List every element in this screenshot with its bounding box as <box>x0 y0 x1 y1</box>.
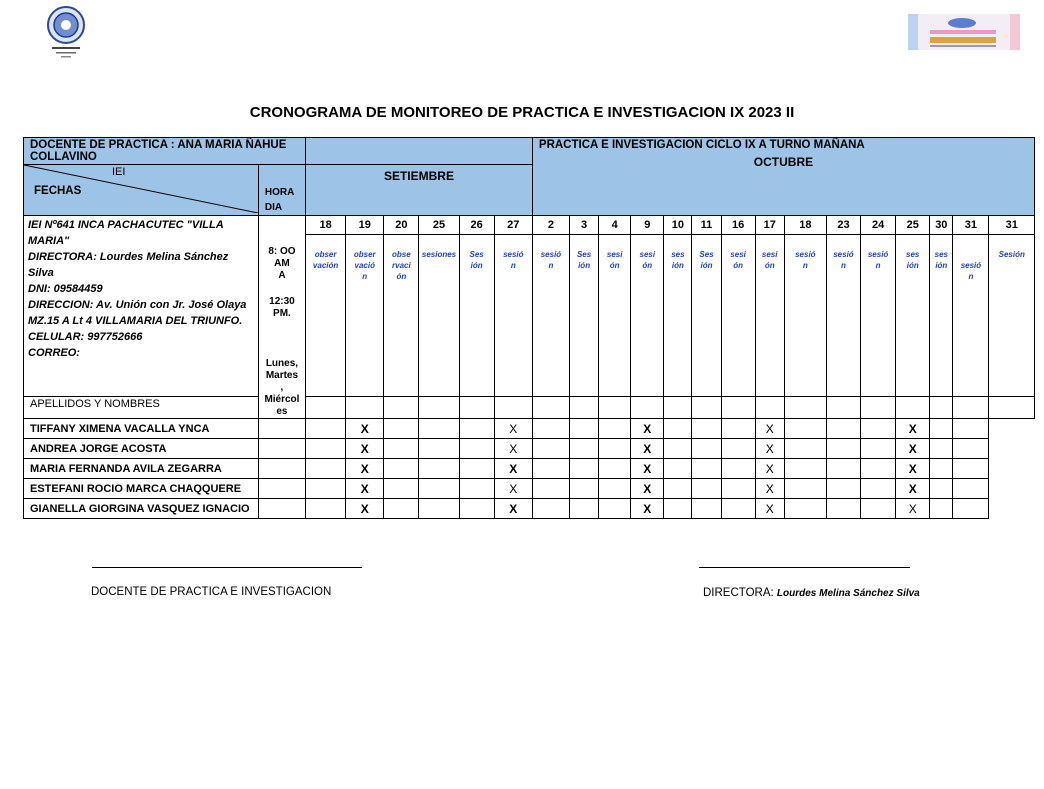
horario-a: A <box>278 270 286 281</box>
iei-celular: CELULAR: 997752666 <box>28 331 143 343</box>
empty-cell <box>459 499 494 519</box>
days-row <box>24 216 1035 235</box>
empty-cell <box>721 459 755 479</box>
empty-cell <box>930 439 953 459</box>
attendance-mark: X <box>346 479 384 499</box>
session-cell <box>721 235 755 397</box>
session-text: sesió <box>540 250 562 260</box>
session-cell <box>784 235 826 397</box>
session-text: ón <box>396 272 407 282</box>
student-row <box>24 459 1035 479</box>
session-text: vación <box>312 261 339 271</box>
signature-right-name: Lourdes Melina Sánchez Silva <box>776 588 920 599</box>
empty-cell <box>692 397 721 419</box>
empty-cell <box>599 479 631 499</box>
empty-cell <box>861 479 896 499</box>
session-cell <box>953 235 989 397</box>
session-text: ses <box>934 250 948 260</box>
day-cell: 18 <box>306 216 346 235</box>
empty-cell <box>419 439 459 459</box>
session-text: sesiones <box>421 250 457 260</box>
student-name: GIANELLA GIORGINA VASQUEZ IGNACIO <box>24 499 259 519</box>
iei-name: IEI Nº641 INCA PACHACUTEC "VILLA MARIA" <box>28 219 224 247</box>
dia-martes: Martes <box>265 370 299 381</box>
empty-cell <box>861 397 896 419</box>
session-cell <box>692 235 721 397</box>
session-text: obser <box>314 250 337 260</box>
session-text: sesi <box>730 250 746 260</box>
empty-cell <box>664 439 692 459</box>
attendance-mark: X <box>896 439 930 459</box>
signature-right-label <box>703 587 920 599</box>
day-cell: 24 <box>861 216 896 235</box>
empty-cell <box>384 499 419 519</box>
session-cell <box>861 235 896 397</box>
apellidos-label: APELLIDOS Y NOMBRES <box>24 397 259 419</box>
attendance-mark: X <box>755 459 784 479</box>
signature-line-left <box>92 567 362 568</box>
empty-cell <box>306 439 346 459</box>
session-text: n <box>510 261 516 271</box>
session-cell <box>989 235 1035 397</box>
empty-cell <box>692 479 721 499</box>
page-title: CRONOGRAMA DE MONITOREO DE PRACTICA E INVESTIGACION IX 2023 II <box>249 104 795 121</box>
day-cell: 27 <box>494 216 532 235</box>
session-cell <box>419 235 459 397</box>
empty-cell <box>692 459 721 479</box>
day-cell: 17 <box>755 216 784 235</box>
empty-cell <box>930 499 953 519</box>
empty-cell <box>692 439 721 459</box>
school-seal-icon <box>46 3 86 59</box>
session-text: ón <box>733 261 743 271</box>
session-cell <box>532 235 569 397</box>
empty-cell <box>419 397 459 419</box>
empty-cell <box>459 439 494 459</box>
attendance-mark: X <box>631 499 664 519</box>
session-text: n <box>548 261 554 271</box>
empty-cell <box>930 397 953 419</box>
iei-info <box>24 216 259 397</box>
empty-cell <box>419 419 459 439</box>
empty-cell <box>721 397 755 419</box>
empty-cell <box>826 397 860 419</box>
day-cell: 4 <box>599 216 631 235</box>
session-text: obser <box>353 250 376 260</box>
session-text: obse <box>392 250 411 260</box>
day-cell: 11 <box>692 216 721 235</box>
student-row <box>24 499 1035 519</box>
student-row <box>24 419 1035 439</box>
empty-cell <box>664 419 692 439</box>
empty-cell <box>384 419 419 439</box>
iei-label: IEI <box>112 166 126 178</box>
attendance-mark: X <box>896 419 930 439</box>
dia-lunes: Lunes, <box>265 358 299 369</box>
empty-cell <box>532 397 569 419</box>
empty-cell <box>861 439 896 459</box>
session-text: sesi <box>606 250 623 260</box>
empty-cell <box>570 397 599 419</box>
empty-cell <box>896 397 930 419</box>
attendance-mark: X <box>896 479 930 499</box>
attendance-mark: X <box>494 439 532 459</box>
empty-cell <box>599 499 631 519</box>
dia-miercoles-a: Miércol <box>264 394 300 405</box>
day-cell: 31 <box>989 216 1035 235</box>
hora-dia-header <box>258 165 305 216</box>
attendance-mark: X <box>494 479 532 499</box>
empty-cell <box>631 397 664 419</box>
empty-cell <box>599 459 631 479</box>
session-text: ión <box>700 261 713 271</box>
empty-cell <box>953 479 989 499</box>
session-cell <box>664 235 692 397</box>
empty-cell <box>664 479 692 499</box>
empty-cell <box>258 419 305 439</box>
empty-cell <box>346 397 384 419</box>
empty-cell <box>258 479 305 499</box>
day-cell: 16 <box>721 216 755 235</box>
empty-cell <box>953 397 989 419</box>
day-cell: 23 <box>826 216 860 235</box>
day-cell: 3 <box>570 216 599 235</box>
horario-end: 12:30 <box>269 296 295 307</box>
attendance-mark: X <box>896 459 930 479</box>
day-cell: 10 <box>664 216 692 235</box>
session-text: sesió <box>503 250 524 260</box>
session-text: n <box>841 261 846 271</box>
empty-cell <box>930 419 953 439</box>
session-text: rvaci <box>392 261 411 271</box>
attendance-mark: X <box>494 499 532 519</box>
session-text: Ses <box>576 250 592 260</box>
empty-cell <box>459 459 494 479</box>
empty-cell <box>861 459 896 479</box>
session-cell <box>896 235 930 397</box>
empty-cell <box>784 397 826 419</box>
day-cell: 25 <box>419 216 459 235</box>
attendance-mark: X <box>494 419 532 439</box>
student-name: TIFFANY XIMENA VACALLA YNCA <box>24 419 259 439</box>
session-cell <box>306 235 346 397</box>
empty-cell <box>306 459 346 479</box>
empty-cell <box>784 439 826 459</box>
session-text: sesi <box>761 250 778 260</box>
day-cell: 19 <box>346 216 384 235</box>
institute-logo-icon <box>908 14 1020 50</box>
session-text: n <box>875 261 881 271</box>
empty-cell <box>532 419 569 439</box>
session-text: sesió <box>833 250 854 260</box>
day-cell: 20 <box>384 216 419 235</box>
horario-start: 8: OO <box>268 246 296 257</box>
month-october: OCTUBRE <box>753 155 814 169</box>
empty-cell <box>532 499 569 519</box>
empty-cell <box>570 439 599 459</box>
attendance-mark: X <box>755 439 784 459</box>
empty-cell <box>459 397 494 419</box>
empty-cell <box>570 419 599 439</box>
session-text: ses <box>906 250 920 260</box>
empty-cell <box>692 499 721 519</box>
empty-cell <box>570 479 599 499</box>
session-cell <box>346 235 384 397</box>
empty-cell <box>784 459 826 479</box>
dia-miercoles-b: es <box>276 406 288 417</box>
session-text: Sesión <box>998 250 1025 260</box>
empty-cell <box>953 419 989 439</box>
session-cell <box>570 235 599 397</box>
session-text: ón <box>642 261 653 271</box>
iei-direccion: DIRECCION: Av. Unión con Jr. José Olaya MZ.15 A Lt 4 VILLAMARIA DEL TRIUNFO. <box>28 299 247 327</box>
student-name: ANDREA JORGE ACOSTA <box>24 439 259 459</box>
session-text: ión <box>470 261 483 271</box>
student-name: MARIA FERNANDA AVILA ZEGARRA <box>24 459 259 479</box>
session-text: ión <box>935 261 948 271</box>
docente-header: DOCENTE DE PRACTICA : ANA MARIA ÑAHUE COLLAVINO <box>24 138 306 165</box>
empty-cell <box>306 419 346 439</box>
signature-right-prefix: DIRECTORA: <box>703 587 777 599</box>
empty-cell <box>599 439 631 459</box>
session-text: ón <box>609 261 620 271</box>
empty-cell <box>570 499 599 519</box>
session-text: ón <box>764 261 775 271</box>
empty-cell <box>384 479 419 499</box>
session-cell <box>930 235 953 397</box>
attendance-mark: X <box>755 419 784 439</box>
empty-cell <box>692 419 721 439</box>
empty-cell <box>384 397 419 419</box>
session-text: n <box>362 272 368 282</box>
empty-cell <box>930 459 953 479</box>
session-text <box>953 249 988 260</box>
day-cell: 2 <box>532 216 569 235</box>
empty-cell <box>258 439 305 459</box>
empty-cell <box>599 419 631 439</box>
empty-cell <box>419 479 459 499</box>
empty-cell <box>306 499 346 519</box>
empty-cell <box>258 499 305 519</box>
iei-directora: DIRECTORA: Lourdes Melina Sánchez Silva <box>28 251 229 279</box>
empty-cell <box>384 439 419 459</box>
empty-cell <box>989 397 1035 419</box>
session-cell <box>631 235 664 397</box>
signature-line-right <box>699 567 910 568</box>
dia-comma: , <box>280 382 284 393</box>
empty-cell <box>532 439 569 459</box>
attendance-mark: X <box>631 419 664 439</box>
hora-label: HORA <box>264 187 295 198</box>
session-text: n <box>968 272 974 282</box>
empty-cell <box>419 499 459 519</box>
empty-cell <box>419 459 459 479</box>
horario-cell <box>258 216 305 419</box>
session-text: Ses <box>469 250 484 260</box>
session-text: sesió <box>795 250 816 260</box>
attendance-mark: X <box>346 499 384 519</box>
day-cell: 31 <box>953 216 989 235</box>
empty-cell <box>826 479 860 499</box>
attendance-mark: X <box>896 499 930 519</box>
empty-cell <box>306 479 346 499</box>
empty-cell <box>826 419 860 439</box>
student-row <box>24 439 1035 459</box>
day-cell: 9 <box>631 216 664 235</box>
session-cell <box>599 235 631 397</box>
signature-left-label: DOCENTE DE PRACTICA E INVESTIGACION <box>91 586 332 598</box>
iei-dni: DNI: 09584459 <box>28 283 103 295</box>
empty-cell <box>258 459 305 479</box>
iei-fechas-corner <box>24 165 259 216</box>
empty-cell <box>784 499 826 519</box>
fechas-label: FECHAS <box>34 185 82 197</box>
session-text: ses <box>671 250 685 260</box>
programa-label: PRACTICA E INVESTIGACION CICLO IX A TURNO MAÑANA <box>538 139 865 151</box>
attendance-mark: X <box>631 479 664 499</box>
attendance-mark: X <box>631 439 664 459</box>
session-text: sesió <box>960 261 982 271</box>
empty-cell <box>953 499 989 519</box>
session-cell <box>755 235 784 397</box>
attendance-mark: X <box>755 499 784 519</box>
schedule-table <box>23 137 1035 519</box>
empty-cell <box>721 439 755 459</box>
empty-cell <box>721 499 755 519</box>
session-text: ión <box>671 261 684 271</box>
attendance-mark: X <box>631 459 664 479</box>
empty-cell <box>930 479 953 499</box>
day-cell: 18 <box>784 216 826 235</box>
empty-cell <box>664 499 692 519</box>
student-row <box>24 479 1035 499</box>
empty-cell <box>532 479 569 499</box>
session-cell <box>459 235 494 397</box>
empty-cell <box>826 439 860 459</box>
empty-cell <box>721 419 755 439</box>
session-text: sesió <box>867 250 889 260</box>
programa-header <box>532 138 1034 216</box>
session-text: n <box>802 261 808 271</box>
empty-cell <box>384 459 419 479</box>
empty-cell <box>755 397 784 419</box>
empty-cell <box>721 479 755 499</box>
empty-cell <box>664 397 692 419</box>
day-cell: 26 <box>459 216 494 235</box>
header-spacer <box>306 138 533 165</box>
session-text: sesi <box>639 250 656 260</box>
attendance-mark: X <box>346 419 384 439</box>
empty-cell <box>826 459 860 479</box>
empty-cell <box>459 479 494 499</box>
month-september: SETIEMBRE <box>306 165 533 216</box>
empty-cell <box>784 419 826 439</box>
horario-am: AM <box>274 258 290 269</box>
empty-cell <box>826 499 860 519</box>
session-text: vació <box>354 261 375 271</box>
attendance-mark: X <box>755 479 784 499</box>
empty-cell <box>494 397 532 419</box>
session-text: ión <box>906 261 919 271</box>
session-cell <box>494 235 532 397</box>
empty-cell <box>784 479 826 499</box>
student-name: ESTEFANI ROCIO MARCA CHAQQUERE <box>24 479 259 499</box>
session-text: Ses <box>699 250 714 260</box>
attendance-mark: X <box>346 439 384 459</box>
empty-cell <box>459 419 494 439</box>
dia-label: DIA <box>264 202 283 213</box>
empty-cell <box>953 439 989 459</box>
empty-cell <box>664 459 692 479</box>
day-cell: 25 <box>896 216 930 235</box>
empty-cell <box>861 499 896 519</box>
empty-cell <box>306 397 346 419</box>
session-cell <box>826 235 860 397</box>
apellidos-row <box>24 397 1035 419</box>
session-cell <box>384 235 419 397</box>
empty-cell <box>861 419 896 439</box>
horario-pm: PM. <box>273 308 291 319</box>
empty-cell <box>570 459 599 479</box>
attendance-mark: X <box>346 459 384 479</box>
empty-cell <box>532 459 569 479</box>
iei-correo: CORREO: <box>28 347 80 359</box>
attendance-mark: X <box>494 459 532 479</box>
session-text: ión <box>578 261 591 271</box>
empty-cell <box>599 397 631 419</box>
empty-cell <box>953 459 989 479</box>
day-cell: 30 <box>930 216 953 235</box>
